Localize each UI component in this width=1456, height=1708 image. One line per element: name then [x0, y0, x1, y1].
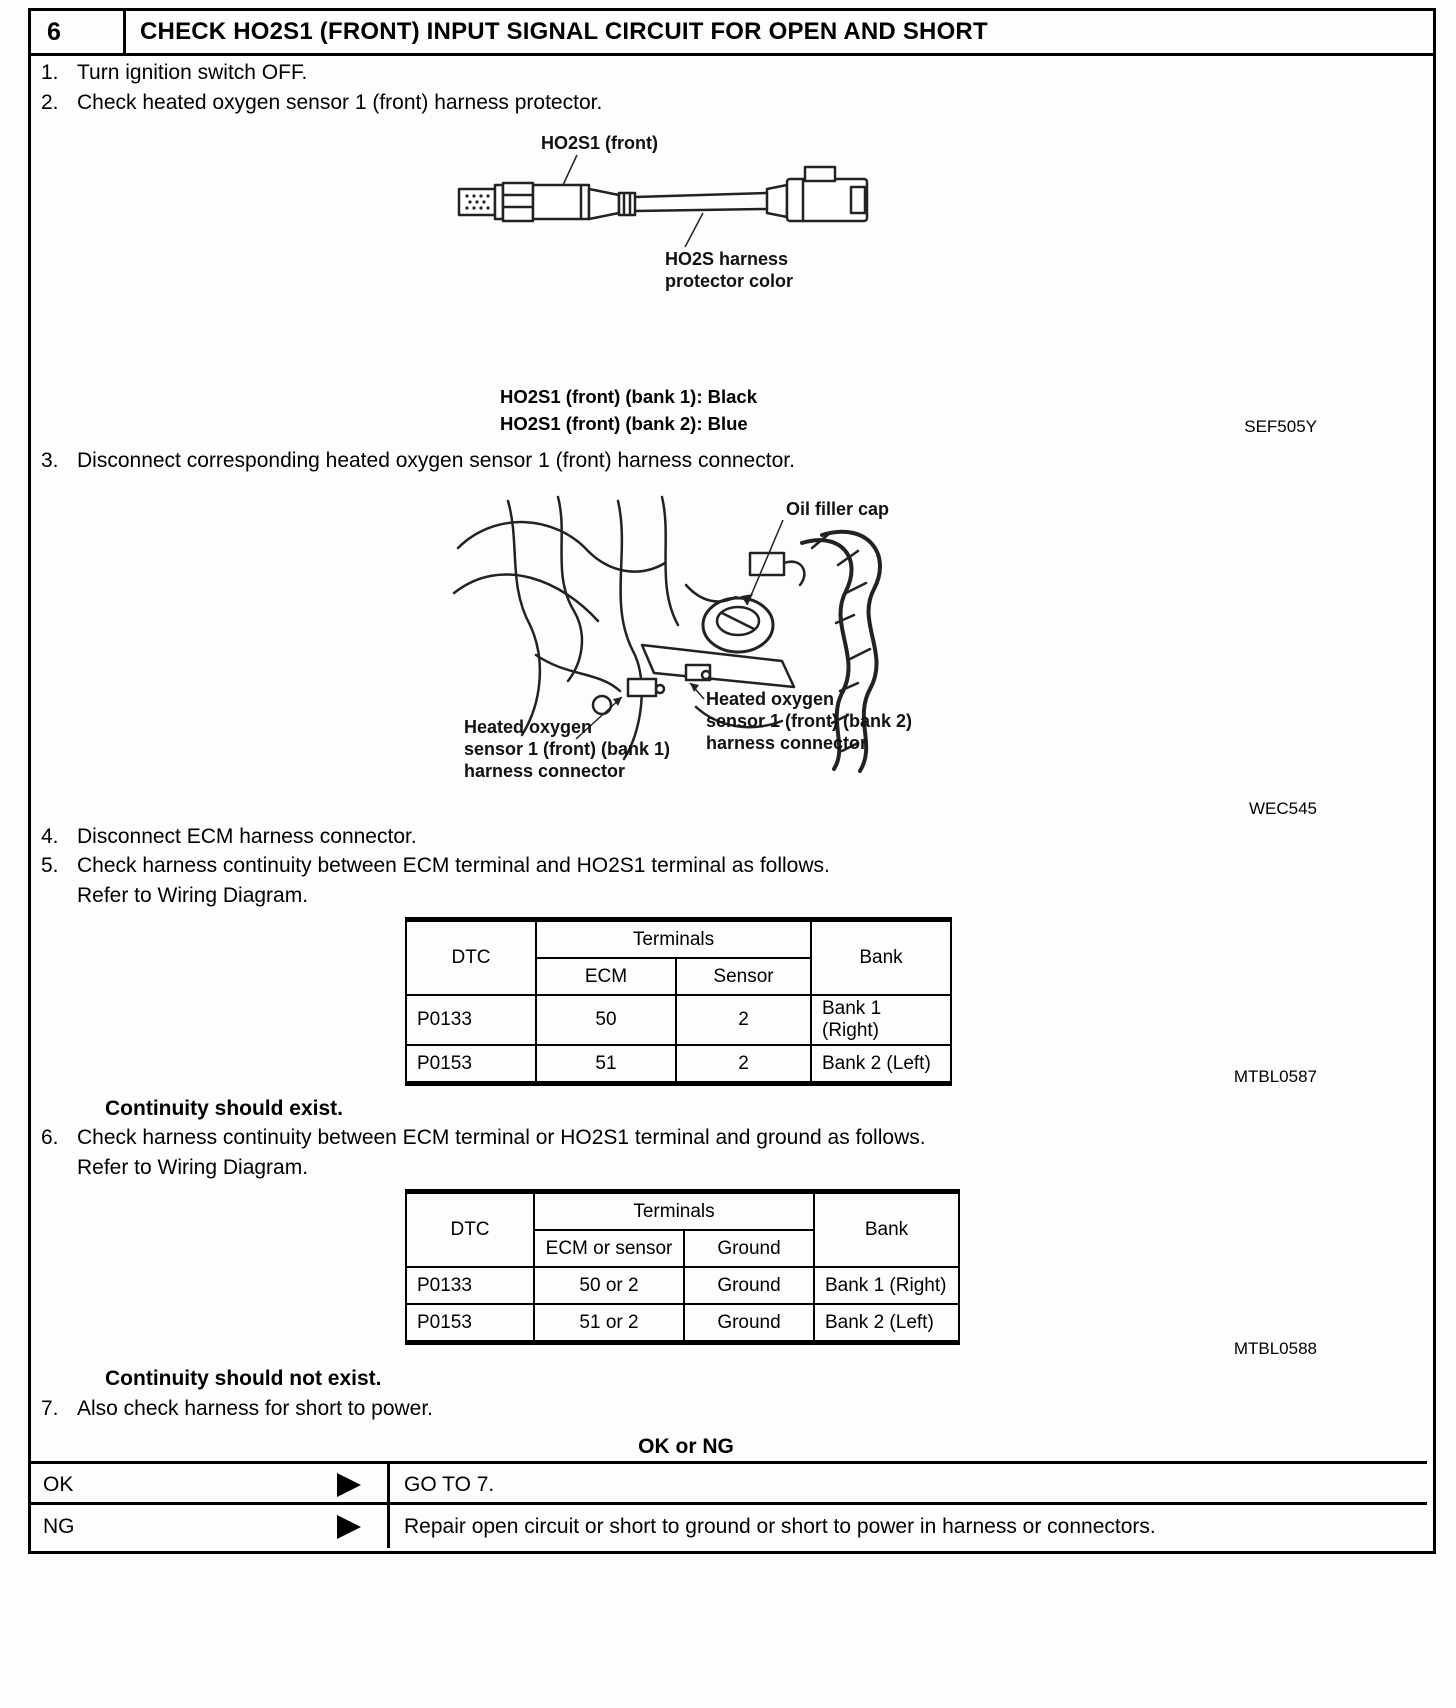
t2-r1-bank: Bank 1 (Right)	[814, 1267, 959, 1304]
t1-r2-dtc: P0153	[406, 1045, 536, 1084]
label-bank2-line2: sensor 1 (front) (bank 2)	[706, 711, 913, 731]
step-3	[41, 449, 795, 473]
sensor-body-art	[459, 167, 867, 221]
t2-r2-terminal: 51 or 2	[534, 1304, 684, 1343]
label-harness-protector-line2: protector color	[665, 271, 794, 291]
t1-header-sensor: Sensor	[676, 958, 811, 995]
arrow-right-icon	[337, 1515, 361, 1539]
oxygen-sensor-illustration	[455, 129, 935, 324]
label-ho2s1-front: HO2S1 (front)	[541, 133, 658, 153]
step-6-subtext: Refer to Wiring Diagram.	[77, 1156, 309, 1179]
table1-ref-code: MTBL0587	[1233, 1067, 1317, 1086]
t1-header-terminals: Terminals	[536, 920, 811, 959]
t1-r1-ecm: 50	[536, 995, 676, 1045]
step-7-text: Also check harness for short to power.	[77, 1397, 434, 1420]
procedure-title: CHECK HO2S1 (FRONT) INPUT SIGNAL CIRCUIT FOR OPEN AND SHORT	[140, 18, 988, 45]
t2-header-ecm-or-sensor: ECM or sensor	[534, 1230, 684, 1267]
step-5	[41, 854, 830, 878]
step-4-text: Disconnect ECM harness connector.	[77, 825, 417, 848]
step-6-number: 6.	[41, 1126, 59, 1149]
t2-header-bank: Bank	[814, 1192, 959, 1268]
figure2-ref-code: WEC545	[1248, 799, 1317, 818]
step-1-number: 1.	[41, 61, 59, 84]
t2-header-ground: Ground	[684, 1230, 814, 1267]
step-1-text: Turn ignition switch OFF.	[77, 61, 308, 84]
t1-header-dtc: DTC	[406, 920, 536, 996]
result-ok-cell	[31, 1464, 390, 1505]
figure1-ref-code: SEF505Y	[1244, 417, 1317, 436]
continuity-table-ground	[405, 1189, 960, 1345]
table-row	[406, 1045, 951, 1084]
step-5-subtext: Refer to Wiring Diagram.	[77, 884, 309, 907]
continuity-table-ecm-sensor	[405, 917, 952, 1086]
result-ok-action: GO TO 7.	[404, 1472, 495, 1496]
step-5-text: Check harness continuity between ECM terminal and HO2S1 terminal as follows.	[77, 854, 830, 877]
procedure-box	[28, 8, 1436, 1554]
table-row	[406, 1304, 959, 1343]
caption-bank2: HO2S1 (front) (bank 2): Blue	[500, 413, 748, 434]
t1-r2-ecm: 51	[536, 1045, 676, 1084]
t2-r1-dtc: P0133	[406, 1267, 534, 1304]
table-row	[406, 1267, 959, 1304]
label-bank1-line3: harness connector	[464, 761, 626, 781]
t2-r2-ground: Ground	[684, 1304, 814, 1343]
step-3-text: Disconnect corresponding heated oxygen sensor 1 (front) harness connector.	[77, 449, 795, 472]
t1-r2-bank: Bank 2 (Left)	[811, 1045, 951, 1084]
step-4	[41, 825, 417, 849]
step-7	[41, 1397, 433, 1421]
t2-r1-terminal: 50 or 2	[534, 1267, 684, 1304]
engine-bay-illustration	[450, 493, 920, 793]
figure-oxygen-sensor	[455, 129, 935, 324]
label-oil-filler-cap: Oil filler cap	[786, 499, 890, 519]
step-2	[41, 91, 602, 115]
label-harness-protector-line1: HO2S harness	[665, 249, 789, 269]
ok-or-ng-label: OK or NG	[638, 1435, 734, 1458]
result-ng-action: Repair open circuit or short to ground or short to power in harness or connectors.	[404, 1514, 1156, 1538]
step-6	[41, 1126, 926, 1150]
step-3-number: 3.	[41, 449, 59, 472]
label-bank2-line3: harness connector	[706, 733, 868, 753]
arrow-right-icon	[337, 1473, 361, 1497]
continuity-note-2: Continuity should not exist.	[105, 1367, 382, 1390]
result-row-ok	[31, 1461, 1427, 1505]
label-bank1-line2: sensor 1 (front) (bank 1)	[464, 739, 671, 759]
t1-r1-sensor: 2	[676, 995, 811, 1045]
table2-ref-code: MTBL0588	[1233, 1339, 1317, 1358]
label-bank1-line1: Heated oxygen	[464, 717, 593, 737]
step-6-text: Check harness continuity between ECM terminal or HO2S1 terminal and ground as follows.	[77, 1126, 926, 1149]
t1-header-bank: Bank	[811, 920, 951, 996]
step-2-text: Check heated oxygen sensor 1 (front) harness protector.	[77, 91, 603, 114]
result-row-ng	[31, 1502, 1427, 1548]
t1-r1-dtc: P0133	[406, 995, 536, 1045]
procedure-header	[31, 11, 1433, 56]
label-bank2-line1: Heated oxygen	[706, 689, 835, 709]
t2-header-dtc: DTC	[406, 1192, 534, 1268]
sensor-color-caption	[500, 383, 757, 437]
t1-r1-bank: Bank 1 (Right)	[811, 995, 951, 1045]
caption-bank1: HO2S1 (front) (bank 1): Black	[500, 386, 757, 407]
table-row	[406, 995, 951, 1045]
figure-engine-bay	[450, 493, 920, 793]
result-ng-cell	[31, 1505, 390, 1548]
result-ok-label: OK	[43, 1472, 74, 1496]
t2-r2-dtc: P0153	[406, 1304, 534, 1343]
continuity-note-1: Continuity should exist.	[105, 1097, 344, 1120]
t1-r2-sensor: 2	[676, 1045, 811, 1084]
procedure-step-number: 6	[31, 11, 126, 53]
t1-header-ecm: ECM	[536, 958, 676, 995]
step-4-number: 4.	[41, 825, 59, 848]
t2-r2-bank: Bank 2 (Left)	[814, 1304, 959, 1343]
step-1	[41, 61, 307, 85]
t2-header-terminals: Terminals	[534, 1192, 814, 1231]
t2-r1-ground: Ground	[684, 1267, 814, 1304]
step-5-number: 5.	[41, 854, 59, 877]
step-7-number: 7.	[41, 1397, 59, 1420]
result-ng-label: NG	[43, 1514, 75, 1538]
step-2-number: 2.	[41, 91, 59, 114]
